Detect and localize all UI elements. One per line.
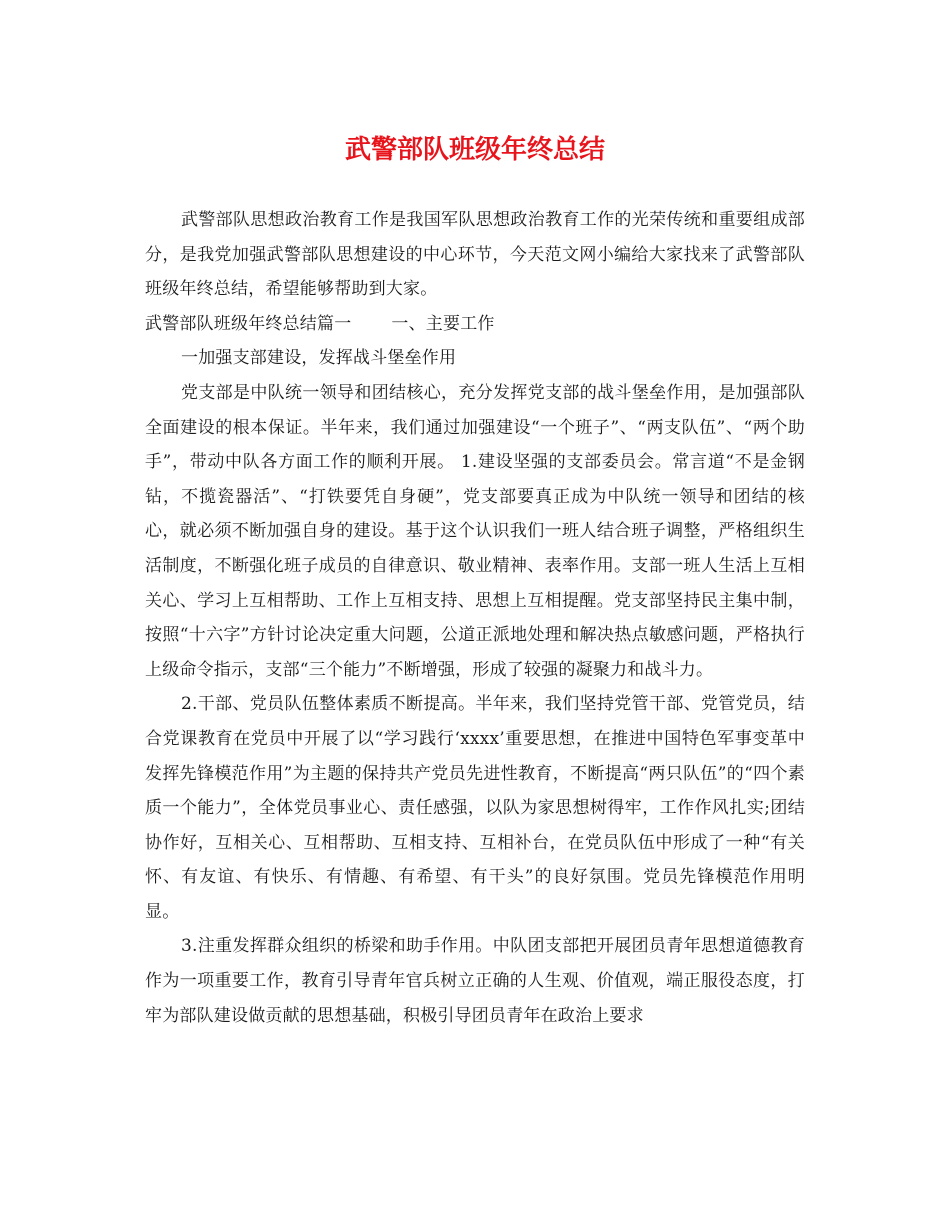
subsection-heading: 一加强支部建设，发挥战斗堡垒作用 (181, 348, 457, 369)
body-paragraph-2: 2.干部、党员队伍整体素质不断提高。半年来，我们坚持党管干部、党管党员，结合党课教育在党员中开展了以“学习践行‘xxxx’重要思想，在推进中国特色军事变革中发挥先锋模范作用”为主题的保持共产党员先进性教育，不断提高“两只队伍”的“四个素质一个能力”，全体党员事业心、责任感强，以队为家思想树得牢，工作作风扎实;团结协作好，互相关心、互相帮助、互相支持、互相补台，在党员队伍中形成了一种“有关怀、有友谊、有快乐、有情趣、有希望、有干头”的良好氛围。党员先锋模范作用明显。 (145, 694, 805, 922)
body-paragraph-3: 3.注重发挥群众组织的桥梁和助手作用。中队团支部把开展团员青年思想道德教育作为一项重要工作，教育引导青年官兵树立正确的人生观、价值观，端正服役态度，打牢为部队建设做贡献的思想基础，积极引导团员青年在政治上要求 (145, 936, 805, 1026)
intro-paragraph: 武警部队思想政治教育工作是我国军队思想政治教育工作的光荣传统和重要组成部分，是我党加强武警部队思想建设的中心环节，今天范文网小编给大家找来了武警部队班级年终总结，希望能够帮助到大家。 (145, 210, 805, 300)
document-title: 武警部队班级年终总结 (344, 135, 605, 165)
body-paragraph-1: 党支部是中队统一领导和团结核心，充分发挥党支部的战斗堡垒作用，是加强部队全面建设的根本保证。半年来，我们通过加强建设“一个班子”、“两支队伍”、“两个助手”，带动中队各方面工作的顺利开展。 1.建设坚强的支部委员会。常言道“不是金钢钻，不揽瓷器活”、“打铁要凭自身硬”，党支部要真正成为中队统一领导和团结的核心，就必须不断加强自身的建设。基于这个认识我们一班人结合班子调整，严格组织生活制度，不断强化班子成员的自律意识、敬业精神、表率作用。支部一班人生活上互相关心、学习上互相帮助、工作上互相支持、思想上互相提醒。党支部坚持民主集中制，按照“十六字”方针讨论决定重大问题，公道正派地处理和解决热点敏感问题，严格执行上级命令指示，支部“三个能力”不断增强，形成了较强的凝聚力和战斗力。 (145, 382, 805, 680)
section-heading (145, 307, 805, 342)
section-heading-part: 武警部队班级年终总结篇一 (145, 313, 352, 334)
section-heading-sub: 一、主要工作 (391, 313, 495, 334)
document-body (145, 203, 805, 1033)
